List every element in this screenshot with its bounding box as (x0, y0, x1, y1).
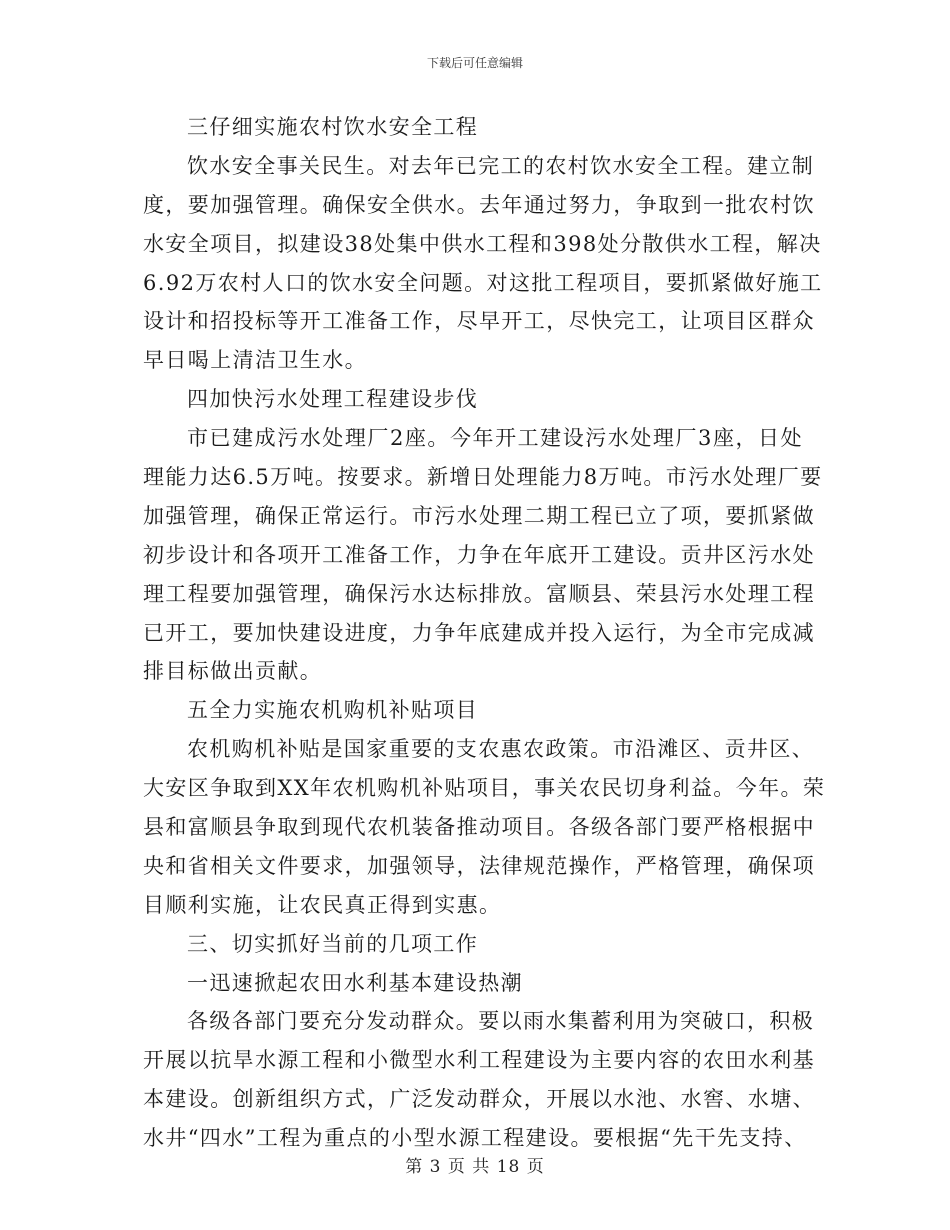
section-heading: 三、切实抓好当前的几项工作 (187, 931, 479, 956)
section-heading: 一迅速掀起农田水利基本建设热潮 (187, 970, 523, 995)
paragraph-line: 水安全项目，拟建设38处集中供水工程和398处分散供水工程，解决 (143, 231, 822, 256)
section-heading: 五全力实施农机购机补贴项目 (187, 698, 479, 723)
document-body (143, 108, 826, 1158)
section-heading: 三仔细实施农村饮水安全工程 (187, 115, 479, 139)
paragraph-line: 水井“四水”工程为重点的小型水源工程建设。要根据“先干先支持、 (143, 1126, 807, 1151)
paragraph-line: 开展以抗旱水源工程和小微型水利工程建设为主要内容的农田水利基 (143, 1048, 815, 1073)
paragraph-line: 加强管理，确保正常运行。市污水处理二期工程已立了项，要抓紧做 (143, 503, 815, 528)
paragraph-line: 已开工，要加快建设进度，力争年底建成并投入运行，为全市完成减 (143, 620, 815, 645)
paragraph-line: 初步设计和各项开工准备工作，力争在年底开工建设。贡井区污水处 (143, 542, 815, 567)
paragraph-line: 农机购机补贴是国家重要的支农惠农政策。市沿滩区、贡井区、 (187, 737, 815, 762)
paragraph-line: 县和富顺县争取到现代农机装备推动项目。各级各部门要严格根据中 (143, 815, 815, 840)
paragraph-line: 市已建成污水处理厂2座。今年开工建设污水处理厂3座，日处 (187, 426, 803, 451)
paragraph-line: 各级各部门要充分发动群众。要以雨水集蓄利用为突破口，积极 (187, 1009, 815, 1034)
paragraph-line: 央和省相关文件要求，加强领导，法律规范操作，严格管理，确保项 (143, 853, 815, 878)
paragraph-line: 排目标做出贡献。 (143, 659, 323, 684)
paragraph-line: 6.92万农村人口的饮水安全问题。对这批工程项目，要抓紧做好施工 (143, 270, 823, 295)
paragraph-line: 理工程要加强管理，确保污水达标排放。富顺县、荣县污水处理工程 (143, 581, 815, 606)
page-header: 下载后可任意编辑 (426, 56, 523, 70)
paragraph-line: 设计和招投标等开工准备工作，尽早开工，尽快完工，让项目区群众 (143, 309, 815, 334)
paragraph-line: 理能力达6.5万吨。按要求。新增日处理能力8万吨。市污水处理厂要 (143, 465, 823, 490)
paragraph-line: 饮水安全事关民生。对去年已完工的农村饮水安全工程。建立制 (187, 153, 815, 178)
paragraph-line: 度，要加强管理。确保安全供水。去年通过努力，争取到一批农村饮 (143, 192, 815, 217)
paragraph-line: 目顺利实施，让农民真正得到实惠。 (143, 892, 502, 917)
paragraph-line: 早日喝上清洁卫生水。 (143, 348, 367, 373)
section-heading: 四加快污水处理工程建设步伐 (187, 387, 479, 412)
page-footer: 第 3 页 共 18 页 (405, 1157, 545, 1177)
paragraph-line: 大安区争取到XX年农机购机补贴项目，事关农民切身利益。今年。荣 (143, 776, 826, 801)
paragraph-line: 本建设。创新组织方式，广泛发动群众，开展以水池、水窖、水塘、 (143, 1087, 815, 1112)
